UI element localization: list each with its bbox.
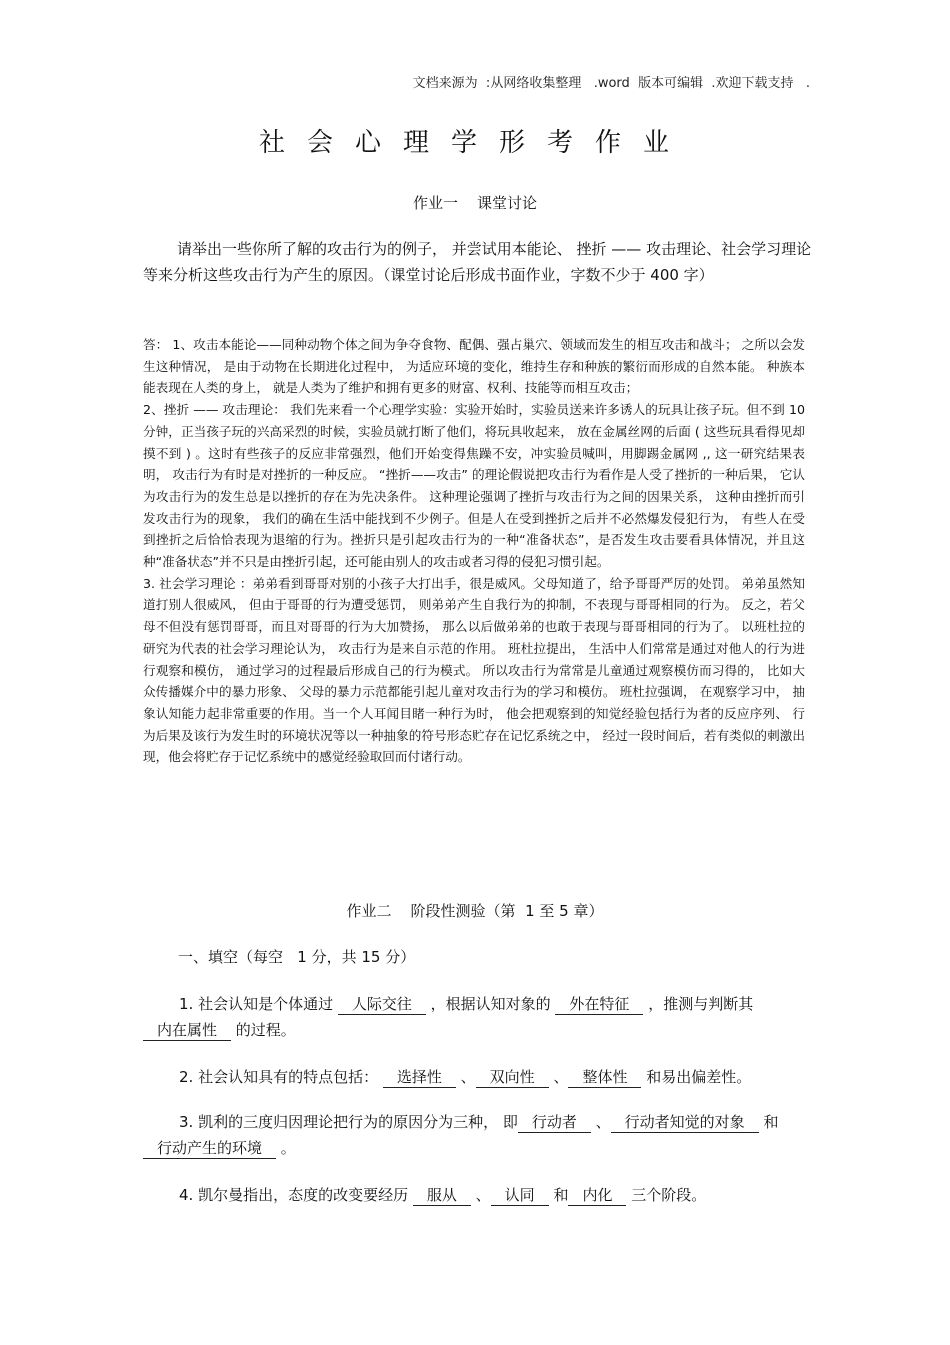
section-fill-blank-heading: 一、填空（每空 1 分，共 15 分） (178, 948, 416, 966)
question-3 (143, 1109, 808, 1161)
q3-blank-1: 行动者 (518, 1112, 591, 1133)
homework-2-heading: 作业二 阶段性测验（第 1 至 5 章） (346, 902, 604, 920)
q4-blank-1: 服从 (413, 1185, 471, 1206)
q1-text-c: ，推测与判断其 (643, 995, 754, 1013)
q4-sep-1: 、 (470, 1186, 491, 1204)
q1-blank-3: 内在属性 (143, 1020, 231, 1041)
q4-blank-2: 认同 (491, 1185, 549, 1206)
q4-text-d: 三个阶段。 (626, 1186, 707, 1204)
prompt-text: 请举出一些你所了解的攻击行为的例子， 并尝试用本能论、 挫折 —— 攻击理论、社会学习理论等来分析这些攻击行为产生的原因。（课堂讨论后形成书面作业，字数不少于 400 字） (143, 240, 812, 284)
homework-1-heading: 作业一 课堂讨论 (412, 194, 538, 212)
q1-blank-2: 外在特征 (555, 994, 643, 1015)
q1-text-b: ，根据认知对象的 (425, 995, 556, 1013)
q3-text-d: 。 (276, 1139, 296, 1157)
answer-paragraph-2: 2、挫折 —— 攻击理论： 我们先来看一个心理学实验：实验开始时，实验员送来许多诱人的玩具让孩子玩。但不到 10 分钟，正当孩子玩的兴高采烈的时候，实验员就打断了他们，将玩具收起来， 放在金属丝网的后面 ( 这些玩具看得见却摸不到 ) 。这时有些孩子的反应非常强烈，他们开始变得焦躁不安，冲实验员喊叫，用脚踢金属网 ,, 这一研究结果表明， 攻击行为有时是对挫折的一种反应。 “挫折——攻击” 的理论假说把攻击行为看作是人受了挫折的一种后果， 它认为攻击行为的发生总是以挫折的存在为先决条件。 这种理论强调了挫折与攻击行为之间的因果关系， 这种由挫折而引发攻击行为的现象， 我们的确在生活中能找到不少例子。但是人在受到挫折之后并不必然爆发侵犯行为， 有些人在受到挫折之后恰恰表现为退缩的行为。挫折只是引起攻击行为的一种“准备状态”，是否发生攻击要看具体情况，并且这种“准备状态”并不只是由挫折引起，还可能由别人的攻击或者习得的侵犯习惯引起。 (143, 402, 805, 570)
q2-sep-2: 、 (548, 1068, 569, 1086)
answer-paragraph-3: 3. 社会学习理论 ：弟弟看到哥哥对别的小孩子大打出手，很是威风。父母知道了，给予哥哥严厉的处罚。 弟弟虽然知道打别人很威风， 但由于哥哥的行为遭受惩罚， 则弟弟产生自我行为的抑制，不表现与哥哥相同的行为。 反之，若父母不但没有惩罚哥哥，而且对哥哥的行为大加赞扬， 那么以后做弟弟的也敢于表现与哥哥相同的行为了。 以班杜拉的研究为代表的社会学习理论认为， 攻击行为是来自示范的作用。 班杜拉提出， 生活中人们常常是通过对他人的行为进行观察和模仿， 通过学习的过程最后形成自己的行为模式。 所以攻击行为常常是儿童通过观察模仿而习得的， 比如大众传播媒介中的暴力形象、 父母的暴力示范都能引起儿童对攻击行为的学习和模仿。 班杜拉强调， 在观察学习中， 抽象认知能力起非常重要的作用。当一个人耳闻目睹一种行为时， 他会把观察到的知觉经验包括行为者的反应序列、 行为后果及该行为发生时的环境状况等以一种抽象的符号形态贮存在记忆系统之中， 经过一段时间后，若有类似的刺激出现，他会将贮存于记忆系统中的感觉经验取回而付诸行动。 (143, 575, 805, 765)
q3-text-a: 3. 凯利的三度归因理论把行为的原因分为三种， 即 (179, 1113, 518, 1131)
q4-sep-2: 和 (548, 1186, 569, 1204)
question-2 (143, 1064, 808, 1090)
q1-text-a: 1. 社会认知是个体通过 (179, 995, 338, 1013)
q2-text-a: 2. 社会认知具有的特点包括： (179, 1068, 383, 1086)
q2-blank-2: 双向性 (476, 1067, 549, 1088)
document-title: 社会心理学形考作业 (258, 128, 691, 158)
q2-blank-3: 整体性 (568, 1067, 641, 1088)
question-4 (143, 1182, 808, 1208)
q1-text-d: 的过程。 (231, 1021, 296, 1039)
q4-text-a: 4. 凯尔曼指出，态度的改变要经历 (179, 1186, 413, 1204)
q3-blank-2: 行动者知觉的对象 (611, 1112, 759, 1133)
q3-sep-2: 和 (758, 1113, 779, 1131)
q3-sep-1: 、 (590, 1113, 611, 1131)
q3-blank-3: 行动产生的环境 (143, 1138, 276, 1159)
homework-1-prompt (143, 236, 813, 288)
q1-blank-1: 人际交往 (338, 994, 426, 1015)
homework-1-answer (143, 334, 805, 768)
question-1 (143, 991, 808, 1043)
q2-sep-1: 、 (455, 1068, 476, 1086)
q2-blank-1: 选择性 (383, 1067, 456, 1088)
answer-paragraph-1: 答： 1、攻击本能论——同种动物个体之间为争夺食物、配偶、强占巢穴、领域而发生的相互攻击和战斗； 之所以会发生这种情况， 是由于动物在长期进化过程中， 为适应环境的变化，维持生存和种族的繁衍而形成的自然本能。 种族本能表现在人类的身上， 就是人类为了维护和拥有更多的财富、权利、技能等而相互攻击； (143, 337, 805, 396)
q4-blank-3: 内化 (568, 1185, 626, 1206)
q2-text-d: 和易出偏差性。 (641, 1068, 752, 1086)
header-note: 文档来源为 :从网络收集整理 .word 版本可编辑 .欢迎下载支持 . (412, 76, 810, 91)
